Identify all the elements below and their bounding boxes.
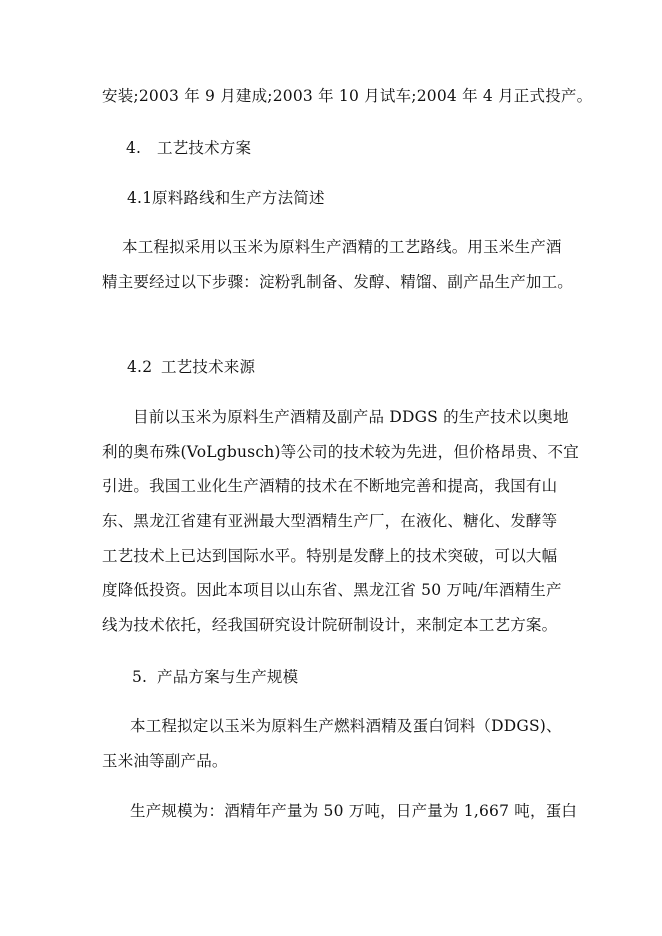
heading-title: 工艺技术方案: [157, 139, 252, 157]
heading-number: 4.2: [127, 358, 153, 376]
paragraph-line: 本工程拟采用以玉米为原料生产酒精的工艺路线。用玉米生产酒: [122, 238, 562, 256]
paragraph-line: 度降低投资。因此本项目以山东省、黑龙江省 50 万吨/年酒精生产: [102, 581, 562, 599]
heading-number: 4.: [126, 139, 142, 157]
paragraph-line: 玉米油等副产品。: [102, 752, 228, 770]
paragraph-line: 本工程拟定以玉米为原料生产燃料酒精及蛋白饲料（DDGS)、: [130, 717, 562, 735]
heading-title: 原料路线和生产方法简述: [152, 189, 325, 207]
intro-line: 安装;2003 年 9 月建成;2003 年 10 月试车;2004 年 4 月正式投产。: [102, 87, 593, 105]
paragraph-line: 生产规模为：酒精年产量为 50 万吨，日产量为 1,667 吨，蛋白: [130, 802, 578, 820]
paragraph-line: 工艺技术上已达到国际水平。特别是发酵上的技术突破，可以大幅: [102, 547, 558, 565]
heading-number: 5.: [132, 668, 148, 686]
heading-number: 4.1: [127, 189, 153, 207]
paragraph-line: 引进。我国工业化生产酒精的技术在不断地完善和提高，我国有山: [102, 477, 558, 495]
paragraph-line: 精主要经过以下步骤：淀粉乳制备、发醇、精馏、副产品生产加工。: [102, 273, 574, 291]
paragraph-line: 目前以玉米为原料生产酒精及副产品 DDGS 的生产技术以奥地: [133, 408, 569, 426]
paragraph-line: 线为技术依托，经我国研究设计院研制设计，来制定本工艺方案。: [102, 616, 558, 634]
heading-title: 产品方案与生产规模: [157, 668, 299, 686]
heading-title: 工艺技术来源: [161, 358, 256, 376]
paragraph-line: 利的奥布殊(VoLgbusch)等公司的技术较为先进，但价格昂贵、不宜: [102, 443, 579, 461]
paragraph-line: 东、黑龙江省建有亚洲最大型酒精生产厂，在液化、糖化、发酵等: [102, 512, 558, 530]
